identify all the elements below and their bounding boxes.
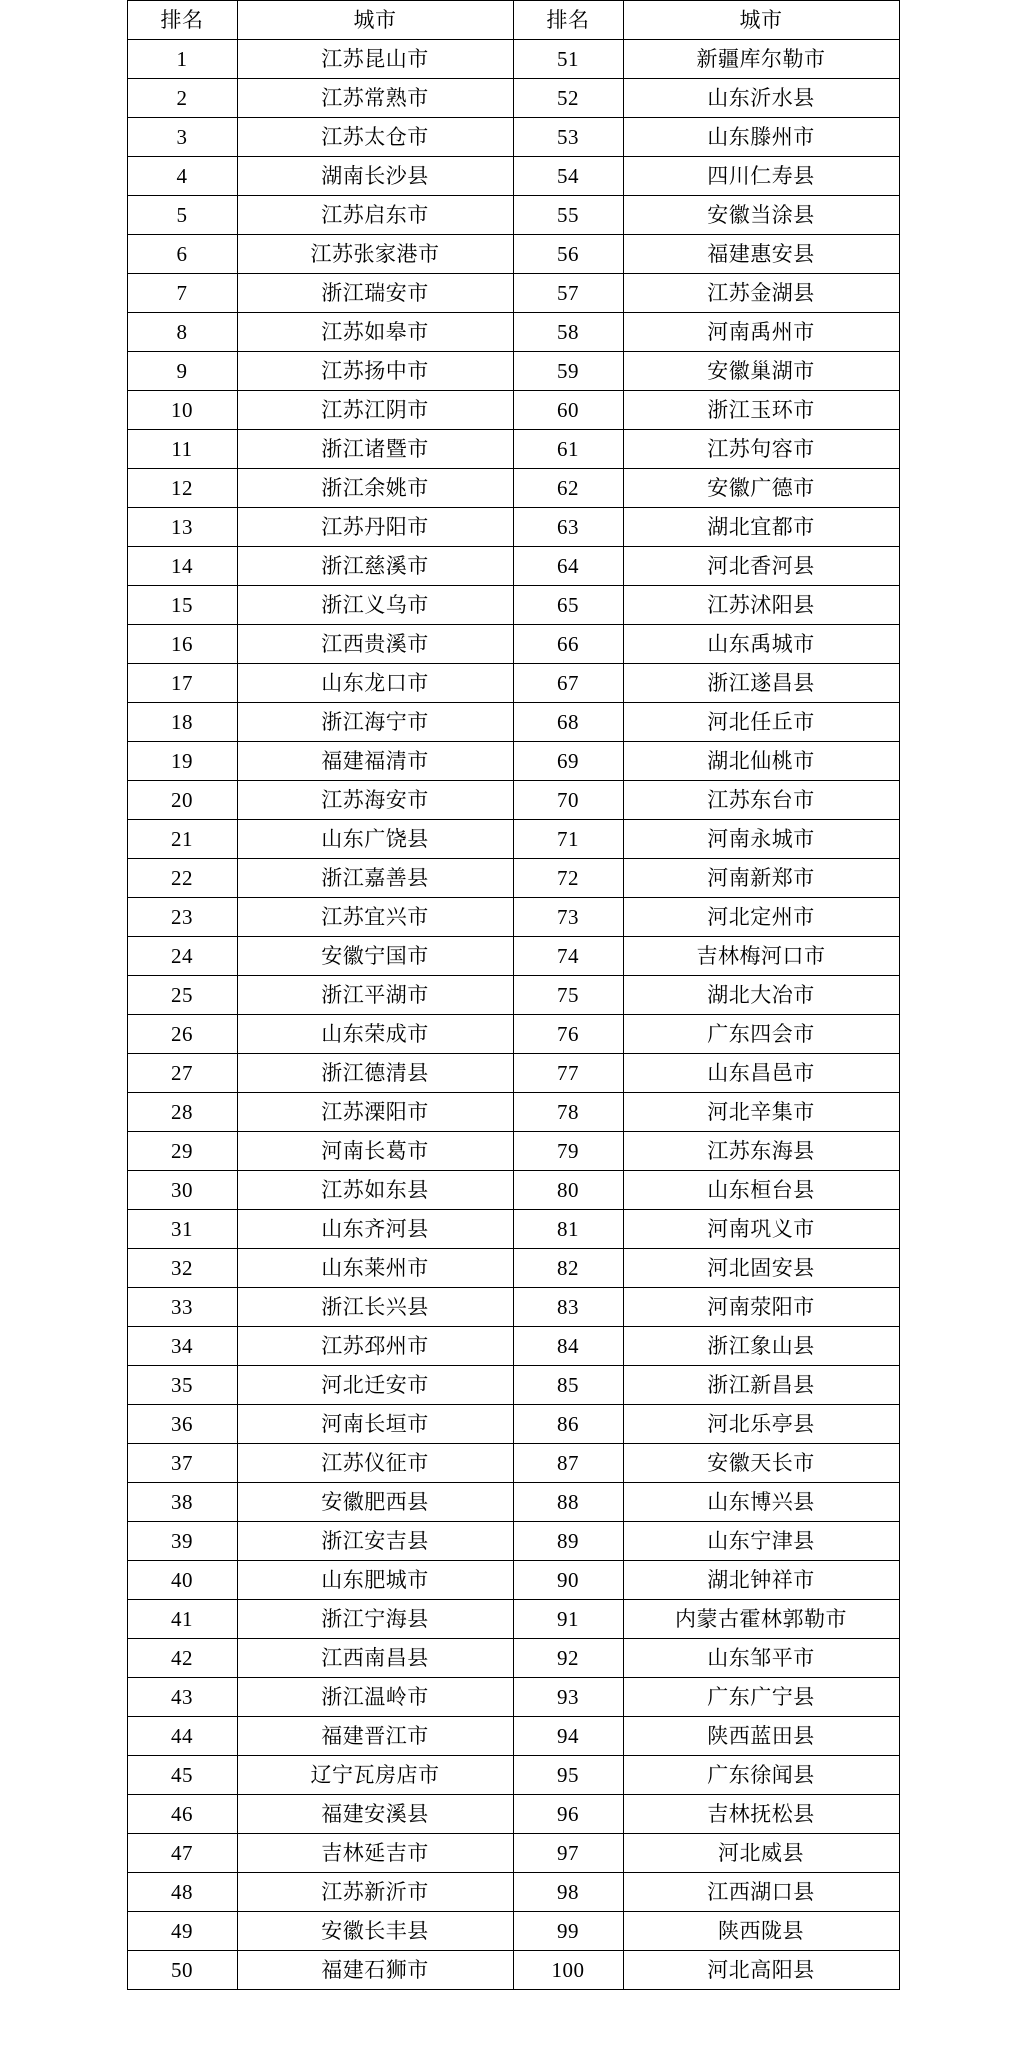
cell-rank-left: 24 <box>127 937 237 976</box>
table-header <box>127 1 899 40</box>
cell-city-left: 浙江诸暨市 <box>237 430 513 469</box>
cell-rank-right: 99 <box>513 1912 623 1951</box>
cell-city-left: 浙江长兴县 <box>237 1288 513 1327</box>
table-row <box>127 1327 899 1366</box>
cell-rank-right: 64 <box>513 547 623 586</box>
cell-rank-left: 44 <box>127 1717 237 1756</box>
cell-city-left: 江苏张家港市 <box>237 235 513 274</box>
cell-city-right: 江苏金湖县 <box>623 274 899 313</box>
cell-city-left: 江苏扬中市 <box>237 352 513 391</box>
cell-rank-left: 7 <box>127 274 237 313</box>
cell-rank-left: 28 <box>127 1093 237 1132</box>
cell-city-right: 河北定州市 <box>623 898 899 937</box>
cell-city-left: 浙江平湖市 <box>237 976 513 1015</box>
cell-city-left: 浙江慈溪市 <box>237 547 513 586</box>
cell-rank-left: 12 <box>127 469 237 508</box>
cell-city-left: 浙江瑞安市 <box>237 274 513 313</box>
cell-rank-right: 87 <box>513 1444 623 1483</box>
cell-city-right: 湖北宜都市 <box>623 508 899 547</box>
cell-city-right: 山东滕州市 <box>623 118 899 157</box>
cell-rank-left: 6 <box>127 235 237 274</box>
cell-rank-right: 100 <box>513 1951 623 1990</box>
cell-rank-right: 75 <box>513 976 623 1015</box>
table-row <box>127 1717 899 1756</box>
cell-city-right: 内蒙古霍林郭勒市 <box>623 1600 899 1639</box>
cell-rank-right: 91 <box>513 1600 623 1639</box>
cell-rank-left: 8 <box>127 313 237 352</box>
table-row <box>127 1912 899 1951</box>
cell-city-right: 广东四会市 <box>623 1015 899 1054</box>
cell-rank-left: 10 <box>127 391 237 430</box>
table-row <box>127 1951 899 1990</box>
table-row <box>127 1639 899 1678</box>
cell-city-left: 江苏溧阳市 <box>237 1093 513 1132</box>
cell-city-left: 江苏海安市 <box>237 781 513 820</box>
table-row <box>127 313 899 352</box>
header-rank-right: 排名 <box>513 1 623 40</box>
cell-city-right: 江苏句容市 <box>623 430 899 469</box>
cell-rank-left: 2 <box>127 79 237 118</box>
cell-rank-left: 26 <box>127 1015 237 1054</box>
cell-rank-right: 74 <box>513 937 623 976</box>
cell-city-right: 山东禹城市 <box>623 625 899 664</box>
cell-city-right: 陕西蓝田县 <box>623 1717 899 1756</box>
table-row <box>127 781 899 820</box>
table-row <box>127 235 899 274</box>
cell-city-left: 江苏新沂市 <box>237 1873 513 1912</box>
cell-city-left: 吉林延吉市 <box>237 1834 513 1873</box>
cell-city-right: 山东沂水县 <box>623 79 899 118</box>
cell-rank-right: 58 <box>513 313 623 352</box>
cell-rank-left: 48 <box>127 1873 237 1912</box>
cell-rank-left: 33 <box>127 1288 237 1327</box>
cell-city-left: 湖南长沙县 <box>237 157 513 196</box>
cell-city-right: 安徽广德市 <box>623 469 899 508</box>
cell-city-left: 安徽长丰县 <box>237 1912 513 1951</box>
cell-rank-right: 76 <box>513 1015 623 1054</box>
table-row <box>127 1132 899 1171</box>
table-row <box>127 1873 899 1912</box>
table-body <box>127 40 899 1990</box>
cell-rank-left: 50 <box>127 1951 237 1990</box>
cell-city-left: 山东广饶县 <box>237 820 513 859</box>
cell-rank-left: 27 <box>127 1054 237 1093</box>
cell-rank-right: 68 <box>513 703 623 742</box>
cell-rank-right: 94 <box>513 1717 623 1756</box>
cell-city-left: 河南长葛市 <box>237 1132 513 1171</box>
table-row <box>127 430 899 469</box>
cell-rank-right: 79 <box>513 1132 623 1171</box>
cell-city-left: 河南长垣市 <box>237 1405 513 1444</box>
cell-rank-right: 92 <box>513 1639 623 1678</box>
cell-rank-left: 45 <box>127 1756 237 1795</box>
header-rank-left: 排名 <box>127 1 237 40</box>
cell-rank-right: 80 <box>513 1171 623 1210</box>
table-row <box>127 976 899 1015</box>
cell-city-left: 浙江安吉县 <box>237 1522 513 1561</box>
table-row <box>127 586 899 625</box>
cell-rank-left: 37 <box>127 1444 237 1483</box>
cell-city-right: 河南巩义市 <box>623 1210 899 1249</box>
table-row <box>127 1249 899 1288</box>
cell-rank-left: 9 <box>127 352 237 391</box>
cell-rank-left: 13 <box>127 508 237 547</box>
table-row <box>127 118 899 157</box>
cell-rank-right: 93 <box>513 1678 623 1717</box>
cell-city-left: 江苏启东市 <box>237 196 513 235</box>
cell-rank-right: 88 <box>513 1483 623 1522</box>
cell-rank-right: 57 <box>513 274 623 313</box>
cell-rank-left: 36 <box>127 1405 237 1444</box>
cell-city-right: 河北固安县 <box>623 1249 899 1288</box>
cell-city-left: 辽宁瓦房店市 <box>237 1756 513 1795</box>
table-row <box>127 1561 899 1600</box>
table-row <box>127 1483 899 1522</box>
cell-rank-right: 85 <box>513 1366 623 1405</box>
cell-rank-left: 25 <box>127 976 237 1015</box>
table-row <box>127 937 899 976</box>
table-row <box>127 1366 899 1405</box>
cell-city-right: 新疆库尔勒市 <box>623 40 899 79</box>
table-row <box>127 40 899 79</box>
cell-city-right: 陕西陇县 <box>623 1912 899 1951</box>
table-row <box>127 1054 899 1093</box>
table-row <box>127 79 899 118</box>
cell-rank-left: 11 <box>127 430 237 469</box>
cell-city-left: 江苏如皋市 <box>237 313 513 352</box>
cell-rank-left: 42 <box>127 1639 237 1678</box>
cell-rank-left: 29 <box>127 1132 237 1171</box>
cell-rank-left: 38 <box>127 1483 237 1522</box>
table-header-row <box>127 1 899 40</box>
header-city-left: 城市 <box>237 1 513 40</box>
cell-city-right: 广东广宁县 <box>623 1678 899 1717</box>
cell-rank-right: 84 <box>513 1327 623 1366</box>
cell-rank-left: 16 <box>127 625 237 664</box>
cell-city-right: 吉林抚松县 <box>623 1795 899 1834</box>
cell-rank-right: 96 <box>513 1795 623 1834</box>
cell-city-left: 江苏江阴市 <box>237 391 513 430</box>
cell-rank-right: 72 <box>513 859 623 898</box>
ranking-table <box>127 0 900 1990</box>
cell-city-left: 福建福清市 <box>237 742 513 781</box>
cell-rank-right: 78 <box>513 1093 623 1132</box>
cell-city-right: 河北香河县 <box>623 547 899 586</box>
cell-rank-right: 71 <box>513 820 623 859</box>
cell-rank-right: 60 <box>513 391 623 430</box>
cell-city-left: 浙江宁海县 <box>237 1600 513 1639</box>
cell-city-left: 浙江余姚市 <box>237 469 513 508</box>
cell-city-right: 河南永城市 <box>623 820 899 859</box>
cell-city-right: 河南新郑市 <box>623 859 899 898</box>
cell-rank-left: 22 <box>127 859 237 898</box>
cell-city-left: 安徽肥西县 <box>237 1483 513 1522</box>
cell-city-left: 河北迁安市 <box>237 1366 513 1405</box>
table-row <box>127 898 899 937</box>
table-row <box>127 1795 899 1834</box>
cell-rank-left: 40 <box>127 1561 237 1600</box>
table-row <box>127 1210 899 1249</box>
cell-rank-left: 19 <box>127 742 237 781</box>
cell-rank-right: 63 <box>513 508 623 547</box>
cell-rank-right: 89 <box>513 1522 623 1561</box>
cell-city-right: 山东昌邑市 <box>623 1054 899 1093</box>
cell-city-right: 浙江象山县 <box>623 1327 899 1366</box>
cell-rank-left: 41 <box>127 1600 237 1639</box>
cell-city-left: 福建安溪县 <box>237 1795 513 1834</box>
cell-city-right: 河北高阳县 <box>623 1951 899 1990</box>
cell-rank-left: 5 <box>127 196 237 235</box>
cell-city-right: 安徽巢湖市 <box>623 352 899 391</box>
cell-rank-right: 65 <box>513 586 623 625</box>
cell-rank-right: 53 <box>513 118 623 157</box>
cell-city-right: 江苏东海县 <box>623 1132 899 1171</box>
header-city-right: 城市 <box>623 1 899 40</box>
cell-city-right: 湖北大冶市 <box>623 976 899 1015</box>
cell-city-right: 山东邹平市 <box>623 1639 899 1678</box>
cell-rank-right: 62 <box>513 469 623 508</box>
cell-city-left: 江苏丹阳市 <box>237 508 513 547</box>
cell-rank-right: 82 <box>513 1249 623 1288</box>
cell-rank-right: 66 <box>513 625 623 664</box>
cell-city-left: 山东齐河县 <box>237 1210 513 1249</box>
table-row <box>127 1756 899 1795</box>
cell-rank-left: 1 <box>127 40 237 79</box>
table-row <box>127 547 899 586</box>
cell-city-left: 江苏昆山市 <box>237 40 513 79</box>
cell-rank-left: 46 <box>127 1795 237 1834</box>
table-row <box>127 1522 899 1561</box>
cell-rank-left: 39 <box>127 1522 237 1561</box>
cell-city-left: 福建晋江市 <box>237 1717 513 1756</box>
cell-city-right: 河北威县 <box>623 1834 899 1873</box>
cell-city-left: 山东龙口市 <box>237 664 513 703</box>
cell-city-left: 江苏太仓市 <box>237 118 513 157</box>
cell-city-right: 四川仁寿县 <box>623 157 899 196</box>
cell-city-left: 江西南昌县 <box>237 1639 513 1678</box>
table-row <box>127 1600 899 1639</box>
cell-city-right: 江西湖口县 <box>623 1873 899 1912</box>
cell-city-right: 安徽天长市 <box>623 1444 899 1483</box>
cell-city-right: 浙江新昌县 <box>623 1366 899 1405</box>
cell-rank-left: 15 <box>127 586 237 625</box>
cell-rank-left: 30 <box>127 1171 237 1210</box>
cell-rank-right: 67 <box>513 664 623 703</box>
cell-rank-right: 59 <box>513 352 623 391</box>
cell-rank-left: 43 <box>127 1678 237 1717</box>
cell-city-left: 山东莱州市 <box>237 1249 513 1288</box>
cell-rank-right: 73 <box>513 898 623 937</box>
cell-city-left: 山东肥城市 <box>237 1561 513 1600</box>
cell-rank-left: 14 <box>127 547 237 586</box>
table-row <box>127 703 899 742</box>
cell-rank-left: 21 <box>127 820 237 859</box>
cell-rank-left: 49 <box>127 1912 237 1951</box>
table-row <box>127 859 899 898</box>
table-row <box>127 508 899 547</box>
table-row <box>127 1015 899 1054</box>
cell-rank-left: 23 <box>127 898 237 937</box>
table-row <box>127 1288 899 1327</box>
cell-rank-right: 90 <box>513 1561 623 1600</box>
cell-city-left: 江苏常熟市 <box>237 79 513 118</box>
cell-city-right: 江苏沭阳县 <box>623 586 899 625</box>
cell-city-right: 吉林梅河口市 <box>623 937 899 976</box>
cell-rank-right: 95 <box>513 1756 623 1795</box>
cell-city-left: 江西贵溪市 <box>237 625 513 664</box>
cell-city-left: 江苏仪征市 <box>237 1444 513 1483</box>
table-row <box>127 1093 899 1132</box>
table-row <box>127 1171 899 1210</box>
cell-city-right: 山东宁津县 <box>623 1522 899 1561</box>
cell-rank-right: 51 <box>513 40 623 79</box>
cell-rank-right: 97 <box>513 1834 623 1873</box>
table-row <box>127 1834 899 1873</box>
cell-rank-right: 54 <box>513 157 623 196</box>
cell-city-right: 山东桓台县 <box>623 1171 899 1210</box>
cell-rank-right: 86 <box>513 1405 623 1444</box>
cell-rank-right: 81 <box>513 1210 623 1249</box>
cell-rank-left: 35 <box>127 1366 237 1405</box>
cell-city-right: 河南禹州市 <box>623 313 899 352</box>
cell-city-left: 山东荣成市 <box>237 1015 513 1054</box>
cell-rank-left: 4 <box>127 157 237 196</box>
cell-city-right: 浙江遂昌县 <box>623 664 899 703</box>
table-row <box>127 196 899 235</box>
cell-rank-left: 47 <box>127 1834 237 1873</box>
cell-city-left: 浙江德清县 <box>237 1054 513 1093</box>
cell-city-right: 浙江玉环市 <box>623 391 899 430</box>
cell-rank-left: 31 <box>127 1210 237 1249</box>
cell-rank-left: 18 <box>127 703 237 742</box>
cell-city-right: 河北任丘市 <box>623 703 899 742</box>
cell-rank-right: 69 <box>513 742 623 781</box>
cell-city-left: 福建石狮市 <box>237 1951 513 1990</box>
cell-city-left: 浙江义乌市 <box>237 586 513 625</box>
cell-city-left: 浙江温岭市 <box>237 1678 513 1717</box>
cell-city-left: 江苏宜兴市 <box>237 898 513 937</box>
cell-city-right: 河北乐亭县 <box>623 1405 899 1444</box>
cell-city-right: 广东徐闻县 <box>623 1756 899 1795</box>
table-row <box>127 625 899 664</box>
cell-city-right: 湖北钟祥市 <box>623 1561 899 1600</box>
cell-rank-right: 77 <box>513 1054 623 1093</box>
cell-city-right: 福建惠安县 <box>623 235 899 274</box>
cell-city-right: 河北辛集市 <box>623 1093 899 1132</box>
table-row <box>127 469 899 508</box>
cell-city-right: 江苏东台市 <box>623 781 899 820</box>
cell-rank-right: 70 <box>513 781 623 820</box>
cell-city-right: 山东博兴县 <box>623 1483 899 1522</box>
cell-rank-left: 20 <box>127 781 237 820</box>
cell-city-left: 浙江嘉善县 <box>237 859 513 898</box>
cell-rank-right: 56 <box>513 235 623 274</box>
cell-city-left: 江苏邳州市 <box>237 1327 513 1366</box>
cell-city-right: 湖北仙桃市 <box>623 742 899 781</box>
cell-city-left: 浙江海宁市 <box>237 703 513 742</box>
cell-city-left: 安徽宁国市 <box>237 937 513 976</box>
cell-rank-right: 83 <box>513 1288 623 1327</box>
table-row <box>127 157 899 196</box>
cell-rank-left: 34 <box>127 1327 237 1366</box>
table-row <box>127 664 899 703</box>
table-row <box>127 1444 899 1483</box>
cell-rank-right: 55 <box>513 196 623 235</box>
cell-rank-right: 61 <box>513 430 623 469</box>
table-row <box>127 1678 899 1717</box>
cell-rank-right: 98 <box>513 1873 623 1912</box>
cell-city-left: 江苏如东县 <box>237 1171 513 1210</box>
table-row <box>127 742 899 781</box>
cell-city-right: 河南荥阳市 <box>623 1288 899 1327</box>
table-row <box>127 352 899 391</box>
table-row <box>127 820 899 859</box>
cell-rank-left: 32 <box>127 1249 237 1288</box>
cell-city-right: 安徽当涂县 <box>623 196 899 235</box>
table-row <box>127 1405 899 1444</box>
cell-rank-left: 3 <box>127 118 237 157</box>
table-row <box>127 274 899 313</box>
cell-rank-left: 17 <box>127 664 237 703</box>
table-row <box>127 391 899 430</box>
cell-rank-right: 52 <box>513 79 623 118</box>
